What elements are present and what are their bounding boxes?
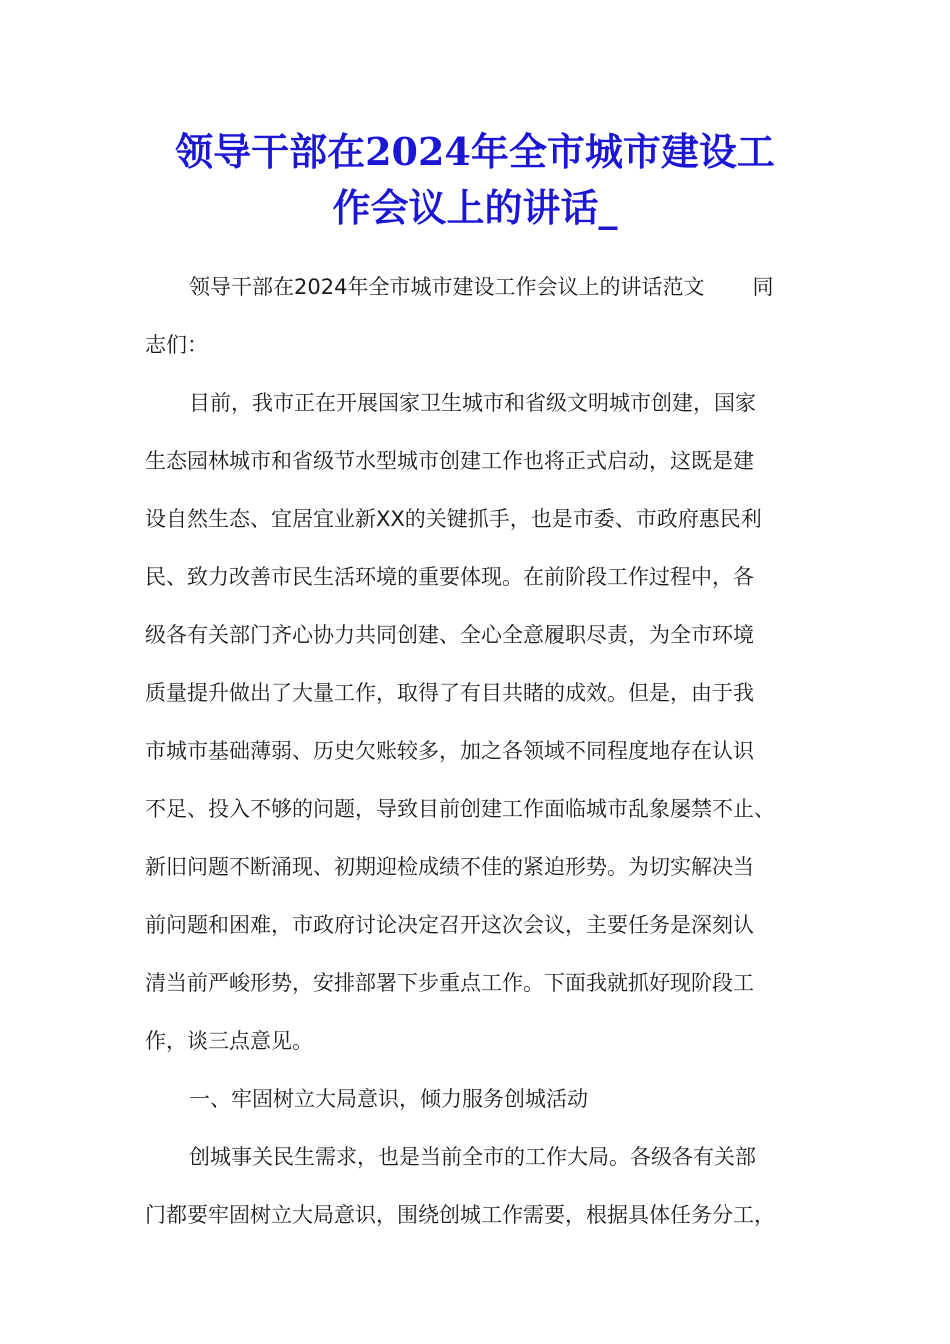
body-line: 清当前严峻形势，安排部署下步重点工作。下面我就抓好现阶段工 [145,971,754,995]
body-line: 民、致力改善市民生活环境的重要体现。在前阶段工作过程中，各 [145,565,754,589]
body-line: 设自然生态、宜居宜业新XX的关键抓手，也是市委、市政府惠民利 [145,507,762,531]
greeting-start: 同 [752,275,774,299]
body-line: 质量提升做出了大量工作，取得了有目共睹的成效。但是，由于我 [145,681,754,705]
body-line: 志们： [145,333,208,357]
document-title [130,124,820,236]
title-line-1: 领导干部在2024年全市城市建设工 [175,129,775,174]
body-line: 生态园林城市和省级节水型城市创建工作也将正式启动，这既是建 [145,449,754,473]
body-line: 市城市基础薄弱、历史欠账较多，加之各领域不同程度地存在认识 [145,739,754,763]
body-line [145,258,810,316]
title-line-2: 作会议上的讲话_ [332,185,618,230]
body-line: 新旧问题不断涌现、初期迎检成绩不佳的紧迫形势。为切实解决当 [145,855,754,879]
body-line: 级各有关部门齐心协力共同创建、全心全意履职尽责，为全市环境 [145,623,754,647]
body-line: 作，谈三点意见。 [145,1029,313,1053]
document-body [145,258,810,1244]
section-heading: 一、牢固树立大局意识，倾力服务创城活动 [189,1087,588,1111]
body-line: 前问题和困难，市政府讨论决定召开这次会议，主要任务是深刻认 [145,913,754,937]
body-line: 门都要牢固树立大局意识，围绕创城工作需要，根据具体任务分工， [145,1203,775,1227]
body-line: 创城事关民生需求，也是当前全市的工作大局。各级各有关部 [189,1145,756,1169]
body-line: 不足、投入不够的问题，导致目前创建工作面临城市乱象屡禁不止、 [145,797,775,821]
subtitle-text: 领导干部在2024年全市城市建设工作会议上的讲话范文 [189,275,705,299]
body-line: 目前，我市正在开展国家卫生城市和省级文明城市创建，国家 [189,391,756,415]
